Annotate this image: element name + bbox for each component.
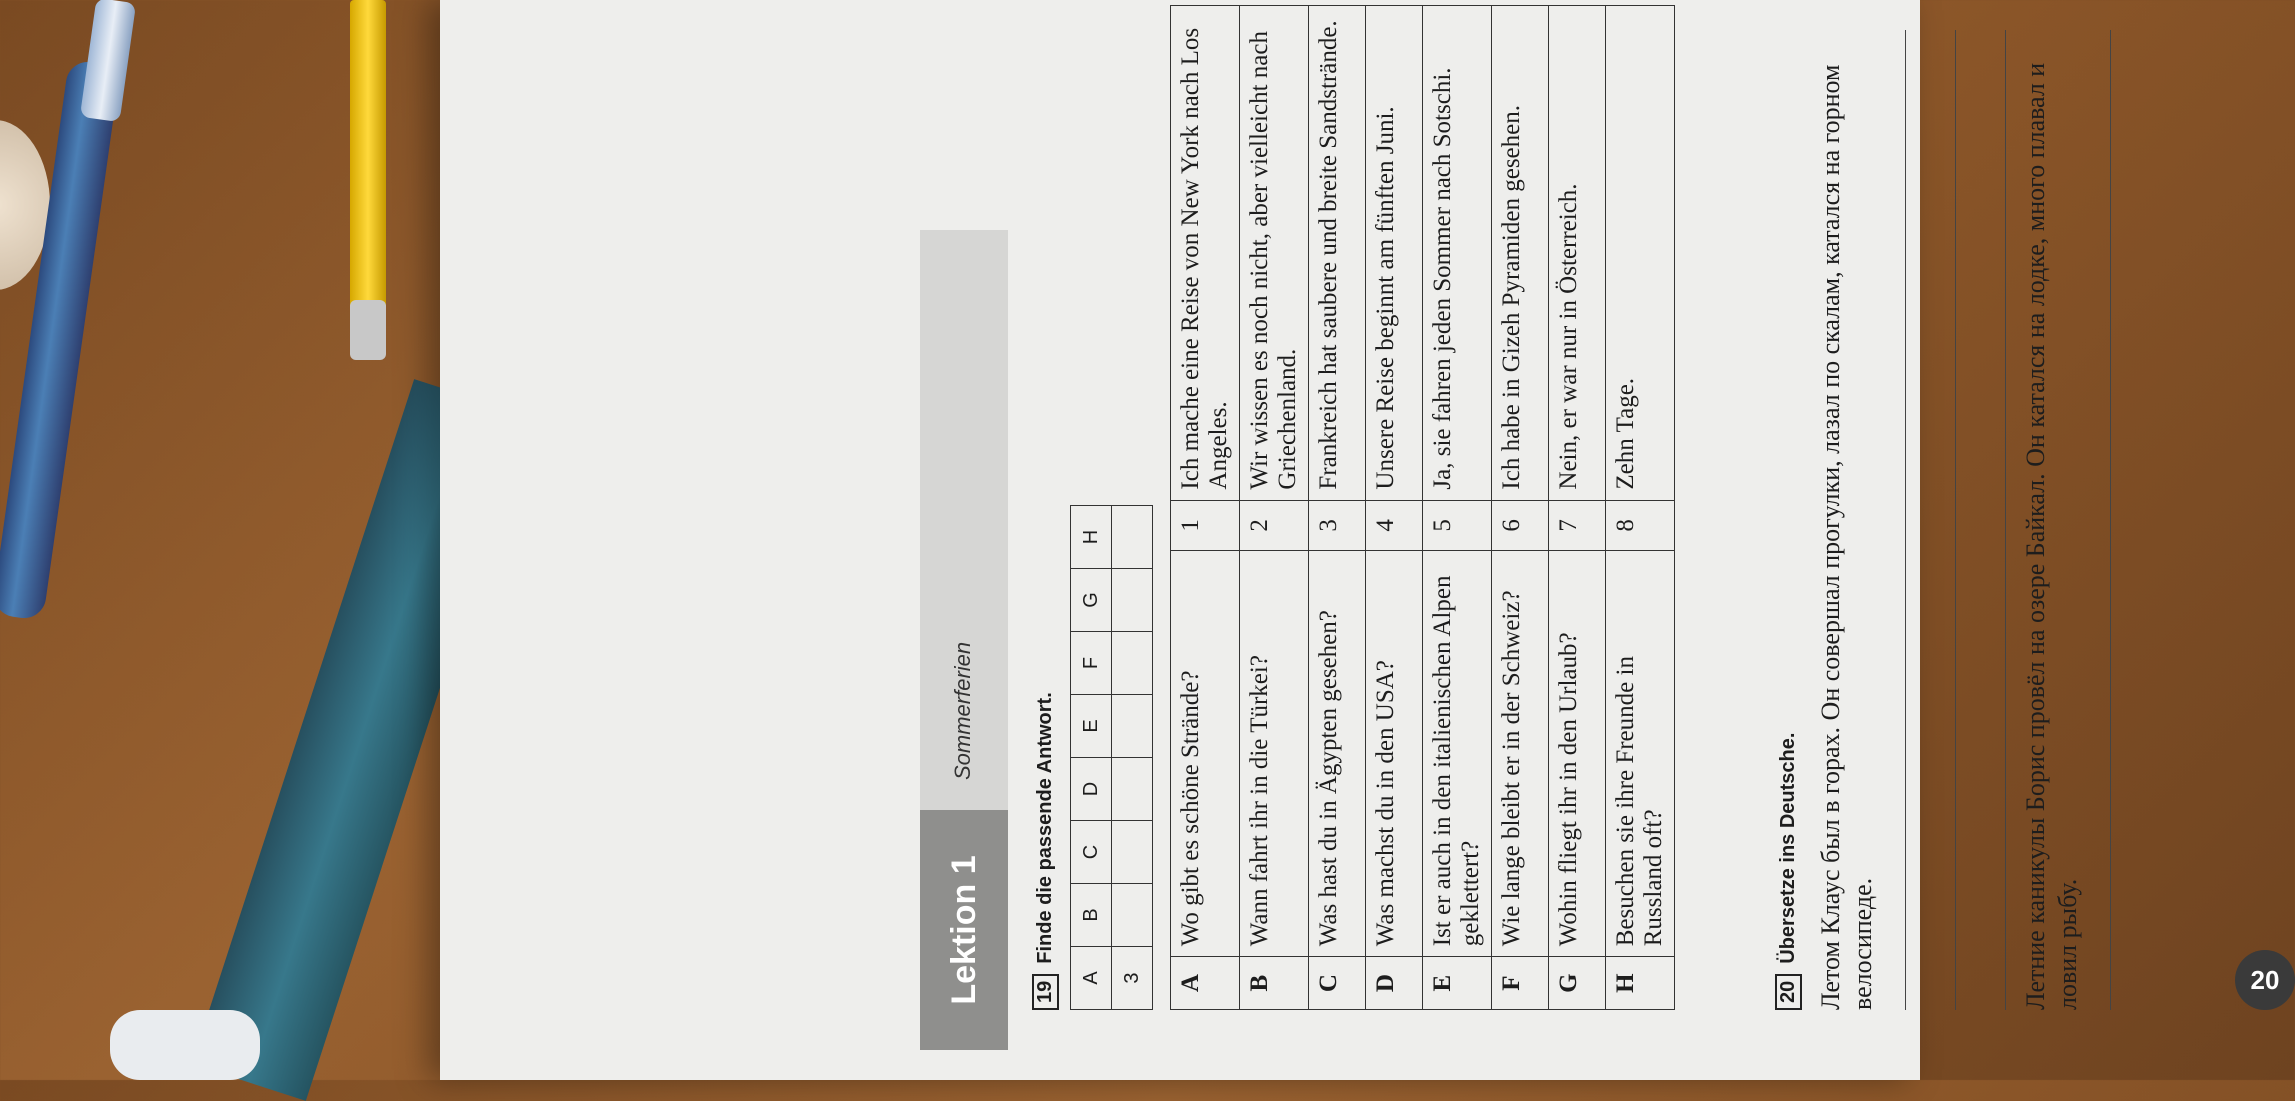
- exercise-number: 20: [1775, 974, 1802, 1010]
- matching-table: [1170, 5, 1675, 1010]
- exercise-instruction: Übersetze ins Deutsche.: [1777, 732, 1799, 964]
- question-cell: Wie lange bleibt er in der Schweiz?: [1492, 551, 1549, 957]
- row-letter: A: [1171, 957, 1240, 1010]
- answer-grid-cell[interactable]: [1112, 758, 1153, 821]
- row-letter: C: [1309, 957, 1366, 1010]
- answer-grid-letter: E: [1071, 695, 1112, 758]
- table-row: [1240, 6, 1309, 1010]
- row-letter: D: [1366, 957, 1423, 1010]
- answer-cell: Zehn Tage.: [1606, 6, 1675, 501]
- answer-grid-cell[interactable]: [1112, 695, 1153, 758]
- page-number: 20: [2235, 950, 2295, 1010]
- row-number: 1: [1171, 500, 1240, 551]
- workbook-page: [440, 0, 2280, 1080]
- pencil: [350, 0, 386, 330]
- exercise-number: 19: [1032, 974, 1059, 1010]
- glue-tube: [110, 1010, 260, 1080]
- lektion-subtitle: Sommerferien: [950, 641, 975, 780]
- question-cell: Wohin fliegt ihr in den Urlaub?: [1549, 551, 1606, 957]
- row-number: 6: [1492, 500, 1549, 551]
- row-number: 7: [1549, 500, 1606, 551]
- answer-line: [2110, 30, 2111, 1010]
- table-row: [1366, 6, 1423, 1010]
- lektion-header: [920, 230, 1008, 1050]
- question-cell: Was machst du in den USA?: [1366, 551, 1423, 957]
- row-letter: B: [1240, 957, 1309, 1010]
- answer-grid-letter: D: [1071, 758, 1112, 821]
- answer-cell: Nein, er war nur in Österreich.: [1549, 6, 1606, 501]
- table-row: [1549, 6, 1606, 1010]
- row-number: 2: [1240, 500, 1309, 551]
- row-number: 4: [1366, 500, 1423, 551]
- exercise-instruction: Finde die passende Antwort.: [1034, 692, 1056, 964]
- row-letter: H: [1606, 957, 1675, 1010]
- translation-paragraph-2: Летние каникулы Борис провёл на озере Байкал. Он катался на лодке, много плавал и ловил рыбу.: [2021, 62, 2082, 1010]
- question-cell: Wo gibt es schöne Strände?: [1171, 551, 1240, 957]
- row-letter: G: [1549, 957, 1606, 1010]
- row-letter: F: [1492, 957, 1549, 1010]
- table-row: [1171, 6, 1240, 1010]
- answer-line: [1955, 30, 1956, 1010]
- row-number: 3: [1309, 500, 1366, 551]
- answer-cell: Ich habe in Gizeh Pyramiden gesehen.: [1492, 6, 1549, 501]
- answer-grid-cell[interactable]: [1112, 821, 1153, 884]
- answer-grid: [1070, 505, 1153, 1010]
- answer-grid-letter: A: [1071, 947, 1112, 1010]
- table-row: [1492, 6, 1549, 1010]
- question-cell: Was hast du in Ägypten gesehen?: [1309, 551, 1366, 957]
- translation-paragraph-1: Летом Клаус был в горах. Он совершал прогулки, лазал по скалам, катался на горном велосипеде.: [1816, 64, 1877, 1010]
- answer-cell: Ich mache eine Reise von New York nach Los Angeles.: [1171, 6, 1240, 501]
- answer-cell: Unsere Reise beginnt am fünften Juni.: [1366, 6, 1423, 501]
- row-number: 8: [1606, 500, 1675, 551]
- table-row: [1606, 6, 1675, 1010]
- answer-grid-letter: G: [1071, 569, 1112, 632]
- table-row: [1309, 6, 1366, 1010]
- lektion-label: Lektion 1: [920, 810, 1008, 1050]
- answer-grid-letter: B: [1071, 884, 1112, 947]
- exercise-20-heading: [1775, 733, 1802, 1010]
- answer-grid-cell[interactable]: [1112, 632, 1153, 695]
- question-cell: Ist er auch in den italienischen Alpen geklettert?: [1423, 551, 1492, 957]
- question-cell: Besuchen sie ihre Freunde in Russland oft?: [1606, 551, 1675, 957]
- row-letter: E: [1423, 957, 1492, 1010]
- answer-line: [1905, 30, 1906, 1010]
- answer-grid-cell[interactable]: [1112, 506, 1153, 569]
- rotated-content: [920, 20, 2160, 1050]
- answer-grid-cell[interactable]: 3: [1112, 947, 1153, 1010]
- answer-grid-letter: C: [1071, 821, 1112, 884]
- answer-cell: Frankreich hat saubere und breite Sandstrände.: [1309, 6, 1366, 501]
- table-row: [1423, 6, 1492, 1010]
- exercise-19-heading: [1032, 692, 1059, 1010]
- row-number: 5: [1423, 500, 1492, 551]
- answer-grid-letter: F: [1071, 632, 1112, 695]
- answer-cell: Wir wissen es noch nicht, aber vielleicht nach Griechenland.: [1240, 6, 1309, 501]
- answer-grid-cell[interactable]: [1112, 884, 1153, 947]
- question-cell: Wann fahrt ihr in die Türkei?: [1240, 551, 1309, 957]
- answer-line: [2005, 30, 2006, 1010]
- answer-grid-cell[interactable]: [1112, 569, 1153, 632]
- answer-grid-letter: H: [1071, 506, 1112, 569]
- answer-cell: Ja, sie fahren jeden Sommer nach Sotschi.: [1423, 6, 1492, 501]
- pen-cap: [80, 0, 136, 122]
- pencil-eraser: [350, 300, 386, 360]
